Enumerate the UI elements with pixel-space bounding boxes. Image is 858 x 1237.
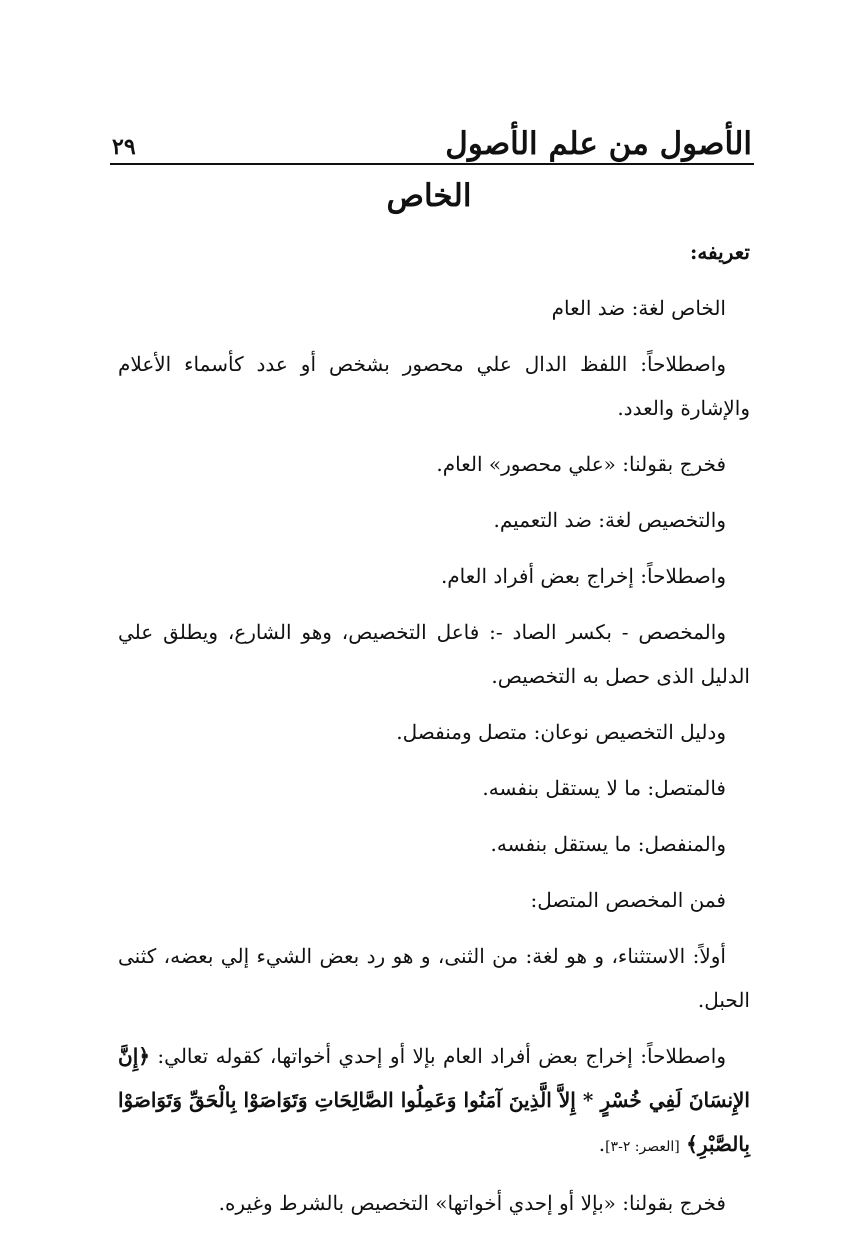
paragraph: والمنفصل: ما يستقل بنفسه. — [490, 832, 726, 856]
running-header — [112, 118, 752, 162]
definition-heading: تعريفه: — [689, 240, 750, 264]
paragraph: الخاص لغة: ضد العام — [551, 296, 726, 320]
paragraph-with-verse — [118, 1034, 750, 1169]
header-rule — [110, 163, 754, 165]
verse-citation: [العصر: ٢-٣] — [605, 1139, 680, 1155]
paragraph: ودليل التخصيص نوعان: متصل ومنفصل. — [396, 720, 726, 744]
paragraph: فخرج بقولنا: «علي محصور» العام. — [436, 452, 726, 476]
quran-verse: ﴿إِنَّ الإِنسَانَ لَفِي خُسْرٍ * إِلاَّ الَّذِينَ آمَنُوا وَعَمِلُوا الصَّالِحَاتِ وَتَوَاصَوْا بِالْحَقِّ وَتَوَاصَوْا بِالصَّبْرِ﴾ — [118, 1044, 750, 1156]
paragraph: فخرج بقولنا: «بإلا أو إحدي أخواتها» التخصيص بالشرط وغيره. — [218, 1191, 726, 1215]
page-number: ٢٩ — [112, 134, 136, 160]
sentence-end: . — [598, 1132, 606, 1156]
paragraph: فالمتصل: ما لا يستقل بنفسه. — [482, 776, 726, 800]
paragraph: أولاً: الاستثناء، و هو لغة: من الثنى، و هو رد بعض الشيء إلي بعضه، كثنى الحبل. — [118, 944, 750, 1012]
paragraph: فمن المخصص المتصل: — [530, 888, 726, 912]
book-title: الأصول من علم الأصول — [445, 126, 752, 162]
paragraph: والمخصص - بكسر الصاد -: فاعل التخصيص، وهو الشارع، ويطلق علي الدليل الذى حصل به التخصيص. — [118, 620, 750, 688]
body-text — [118, 230, 750, 1237]
paragraph-intro: واصطلاحاً: إخراج بعض أفراد العام بإلا أو إحدي أخواتها، كقوله تعالي: — [157, 1044, 727, 1068]
paragraph: واصطلاحاً: اللفظ الدال علي محصور بشخص أو عدد كأسماء الأعلام والإشارة والعدد. — [118, 352, 750, 420]
paragraph: والتخصيص لغة: ضد التعميم. — [493, 508, 726, 532]
section-title: الخاص — [386, 178, 472, 214]
paragraph: واصطلاحاً: إخراج بعض أفراد العام. — [440, 564, 726, 588]
